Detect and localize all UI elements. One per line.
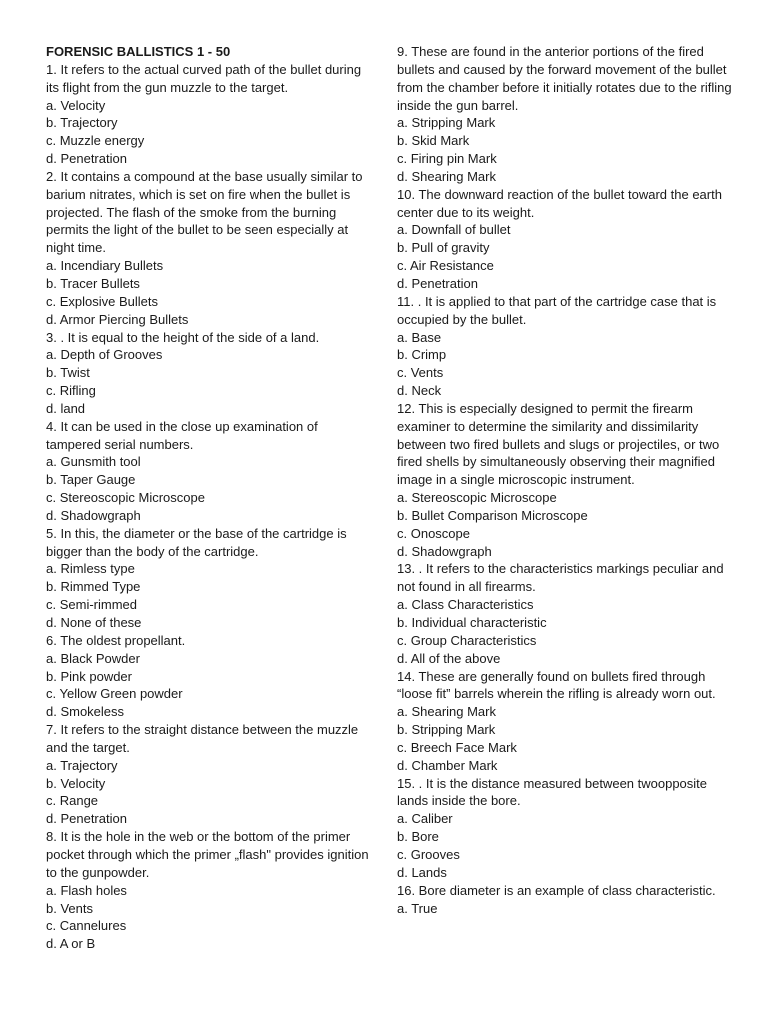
answer-option: b. Pull of gravity	[397, 240, 490, 256]
document-title: FORENSIC BALLISTICS 1 - 50	[46, 44, 231, 59]
answer-option: c. Grooves	[397, 846, 460, 862]
question-block	[46, 828, 376, 953]
question-stem: 10. The downward reaction of the bullet toward the earth center due to its weight.	[397, 186, 722, 220]
question-block	[46, 525, 376, 632]
answer-option: b. Trajectory	[46, 115, 118, 131]
question-block	[46, 721, 376, 828]
question-stem: 5. In this, the diameter or the base of the cartridge is bigger than the body of the cartridge.	[46, 525, 347, 559]
question-stem: 15. . It is the distance measured between twoopposite lands inside the bore.	[397, 775, 708, 809]
answer-option: c. Range	[46, 793, 99, 809]
question-block	[397, 293, 732, 400]
answer-option: c. Cannelures	[46, 918, 127, 934]
answer-option: d. Armor Piercing Bullets	[46, 311, 189, 327]
answer-option: d. Smokeless	[46, 704, 125, 720]
answer-option: a. Base	[397, 329, 442, 345]
answer-option: b. Skid Mark	[397, 133, 470, 149]
answer-option: a. Caliber	[397, 811, 453, 827]
question-stem: 1. It refers to the actual curved path of the bullet during its flight from the gun muzzle to the target.	[46, 61, 362, 95]
answer-option: c. Breech Face Mark	[397, 739, 517, 755]
answer-option: c. Onoscope	[397, 525, 470, 541]
answer-option: b. Velocity	[46, 775, 106, 791]
question-stem: 9. These are found in the anterior portions of the fired bullets and caused by the forward movement of the bullet from the chamber before it initially rotates due to the rifling inside the gun barrel.	[397, 44, 732, 113]
question-block	[46, 61, 376, 168]
question-stem: 6. The oldest propellant.	[46, 632, 186, 648]
answer-option: c. Yellow Green powder	[46, 686, 183, 702]
question-block	[46, 168, 376, 329]
question-block	[397, 43, 732, 186]
question-block	[397, 775, 732, 882]
answer-option: a. Rimless type	[46, 561, 135, 577]
answer-option: b. Bore	[397, 829, 439, 845]
question-block	[46, 329, 376, 418]
answer-option: c. Firing pin Mark	[397, 151, 497, 167]
question-block	[397, 668, 732, 775]
answer-option: d. land	[46, 400, 86, 416]
question-block	[46, 418, 376, 525]
question-stem: 7. It refers to the straight distance between the muzzle and the target.	[46, 722, 359, 755]
right-column	[397, 43, 732, 917]
question-block	[397, 882, 732, 918]
answer-option: d. Penetration	[46, 811, 127, 827]
answer-option: a. Flash holes	[46, 882, 127, 898]
question-stem: 2. It contains a compound at the base usually similar to barium nitrates, which is set on fire when the bullet is projected. The flash of the smoke from the burning permits the light of the bullet to be seen especially at night time.	[46, 168, 363, 256]
answer-option: d. Neck	[397, 383, 442, 399]
answer-option: c. Stereoscopic Microscope	[46, 490, 205, 506]
answer-option: a. Trajectory	[46, 757, 118, 773]
answer-option: d. Lands	[397, 864, 447, 880]
answer-option: a. Gunsmith tool	[46, 454, 141, 470]
question-stem: 14. These are generally found on bullets fired through “loose fit” barrels wherein the rifling is already worn out.	[397, 668, 716, 702]
question-stem: 11. . It is applied to that part of the cartridge case that is occupied by the bullet.	[397, 293, 717, 327]
answer-option: c. Semi-rimmed	[46, 597, 138, 613]
answer-option: a. Velocity	[46, 97, 106, 113]
answer-option: a. True	[397, 900, 438, 916]
question-stem: 3. . It is equal to the height of the side of a land.	[46, 329, 320, 345]
answer-option: b. Crimp	[397, 347, 447, 363]
question-block	[46, 632, 376, 721]
answer-option: d. A or B	[46, 936, 96, 952]
answer-option: b. Twist	[46, 365, 90, 381]
answer-option: c. Vents	[397, 365, 444, 381]
question-block	[397, 560, 732, 667]
question-stem: 12. This is especially designed to permit the firearm examiner to determine the similarity and dissimilarity between two fired bullets and slugs or projectiles, or two fired shells by simultaneously observing their magnified image in a single microscopic instrument.	[397, 400, 720, 488]
answer-option: a. Depth of Grooves	[46, 347, 163, 363]
answer-option: d. None of these	[46, 615, 142, 630]
answer-option: b. Stripping Mark	[397, 722, 496, 738]
left-question-list	[46, 61, 376, 953]
answer-option: b. Pink powder	[46, 668, 132, 684]
answer-option: b. Tracer Bullets	[46, 275, 140, 291]
answer-option: c. Rifling	[46, 383, 96, 399]
left-column	[46, 43, 376, 953]
answer-option: a. Downfall of bullet	[397, 222, 511, 238]
answer-option: a. Black Powder	[46, 650, 140, 666]
answer-option: b. Rimmed Type	[46, 579, 141, 595]
answer-option: a. Class Characteristics	[397, 597, 534, 613]
answer-option: b. Vents	[46, 900, 93, 916]
answer-option: c. Muzzle energy	[46, 133, 145, 149]
answer-option: b. Taper Gauge	[46, 472, 136, 488]
answer-option: b. Individual characteristic	[397, 615, 547, 630]
question-stem: 16. Bore diameter is an example of class characteristic.	[397, 882, 716, 898]
answer-option: d. All of the above	[397, 650, 501, 666]
answer-option: a. Shearing Mark	[397, 704, 496, 720]
answer-option: a. Incendiary Bullets	[46, 258, 164, 274]
right-question-list	[397, 43, 732, 917]
answer-option: d. Penetration	[46, 151, 127, 167]
answer-option: d. Chamber Mark	[397, 757, 498, 773]
question-stem: 8. It is the hole in the web or the bottom of the primer pocket through which the primer „flash" provides ignition to the gunpowder.	[46, 829, 369, 880]
answer-option: b. Bullet Comparison Microscope	[397, 507, 588, 523]
answer-option: d. Penetration	[397, 275, 478, 291]
question-block	[397, 400, 732, 561]
question-stem: 4. It can be used in the close up examination of tampered serial numbers.	[46, 418, 318, 452]
answer-option: a. Stripping Mark	[397, 115, 496, 131]
answer-option: c. Group Characteristics	[397, 632, 537, 648]
question-block	[397, 186, 732, 293]
answer-option: d. Shadowgraph	[46, 507, 141, 523]
answer-option: d. Shearing Mark	[397, 168, 496, 184]
answer-option: a. Stereoscopic Microscope	[397, 490, 557, 506]
answer-option: c. Explosive Bullets	[46, 293, 158, 309]
answer-option: c. Air Resistance	[397, 258, 494, 274]
question-stem: 13. . It refers to the characteristics markings peculiar and not found in all firearms.	[397, 561, 724, 595]
answer-option: d. Shadowgraph	[397, 543, 492, 559]
